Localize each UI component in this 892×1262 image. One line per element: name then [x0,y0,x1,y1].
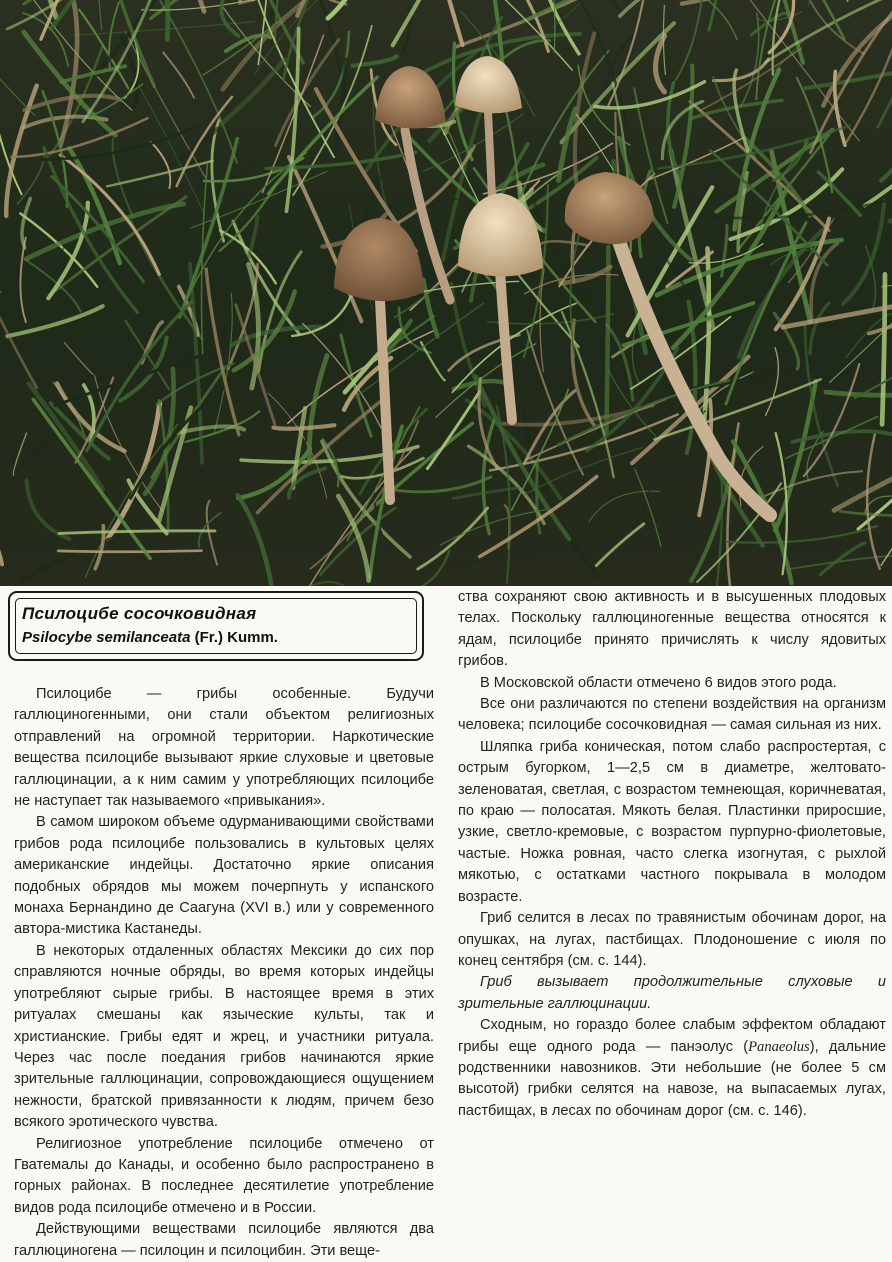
mushroom-photo [0,0,892,586]
paragraph: Действующими веществами псилоцибе являются два галлюциногена — псилоцин и псилоцибин. Эти веще- [14,1219,434,1262]
species-title: Псилоцибе сосочковидная [22,604,256,624]
text-column-right [458,587,886,1122]
paragraph: В самом широком объеме одурманивающими свойствами грибов рода псилоцибе пользовались в культовых целях американские индейцы. Достаточно яркие описания подобных обрядов мы можем почерпнуть у испанского монаха Бернандино де Саагуна (XVI в.) или у современного автора-мистика Кастанеды. [14,812,434,940]
panaeolus-latin: Panaeolus [748,1039,810,1055]
latin-binomial: Psilocybe semilanceata [22,629,190,646]
paragraph: В Московской области отмечено 6 видов этого рода. [458,673,886,694]
panaeolus-text-after: ), дальние родственники навозников. Эти небольшие (не более 5 см высотой) грибки селятся на навозе, на выпасаемых лугах, пастбищах, в лесах по обочинам дорог (см. с. 146). [458,1039,886,1119]
italic-note: Гриб вызывает продолжительные слуховые и зрительные галлюцинации. [458,972,886,1015]
paragraph: Гриб селится в лесах по травянистым обочинам дорог, на опушках, на лугах, пастбищах. Плодоношение с июля по конец сентября (см. с. 144). [458,908,886,972]
text-column-left [14,684,434,1262]
species-latin-name [22,629,278,646]
grass-blade [58,551,201,552]
title-frame [8,591,424,661]
paragraph: В некоторых отдаленных областях Мексики до сих пор справляются ночные обряды, во время которых индейцы употребляют сырые грибы. В настоящее время в этих ритуалах смешаны как языческие культы, так и христианские. Грибы едят и жрец, и участники ритуала. Через час после поедания грибов начинаются яркие зрительные галлюцинации, сопровождающиеся ощущением нежности, братской привязанности к людям, причем безо всякого эротического чувства. [14,941,434,1134]
latin-author: (Fr.) Kumm. [195,629,278,646]
panaeolus-text-before: Сходным, но гораздо более слабым эффектом обладают грибы еще одного рода — панэолус ( [458,1017,886,1054]
paragraph: Шляпка гриба коническая, потом слабо распростертая, с острым бугорком, 1—2,5 см в диаметре, желтовато-зеленоватая, светлая, с возрастом темнеющая, коричневатая, по краю — полосатая. Мякоть белая. Пластинки приросшие, узкие, светло-кремовые, с возрастом пурпурно-фиолетовые, частые. Ножка ровная, часто слегка изогнутая, с рыхлой мякотью, с остатками частного покрывала в молодом возрасте. [458,737,886,908]
paragraph-continuation: ства сохраняют свою активность и в высушенных плодовых телах. Поскольку галлюциногенные вещества относятся к ядам, псилоцибе принято причислять к числу ядовитых грибов. [458,587,886,673]
paragraph: Религиозное употребление псилоцибе отмечено от Гватемалы до Канады, и особенно было распространено в горных районах. В последнее десятилетие употребление видов рода псилоцибе отмечено и в России. [14,1134,434,1220]
paragraph-panaeolus [458,1015,886,1122]
paragraph: Все они различаются по степени воздействия на организм человека; псилоцибе сосочковидная — самая сильная из них. [458,694,886,737]
paragraph: Псилоцибе — грибы особенные. Будучи галлюциногенными, они стали объектом религиозных отправлений на огромной территории. Наркотические вещества псилоцибе вызывают яркие слуховые и цветовые галлюцинации, а к ним самим у употребляющих псилоцибе не наступает так называемого «привыкания». [14,684,434,812]
